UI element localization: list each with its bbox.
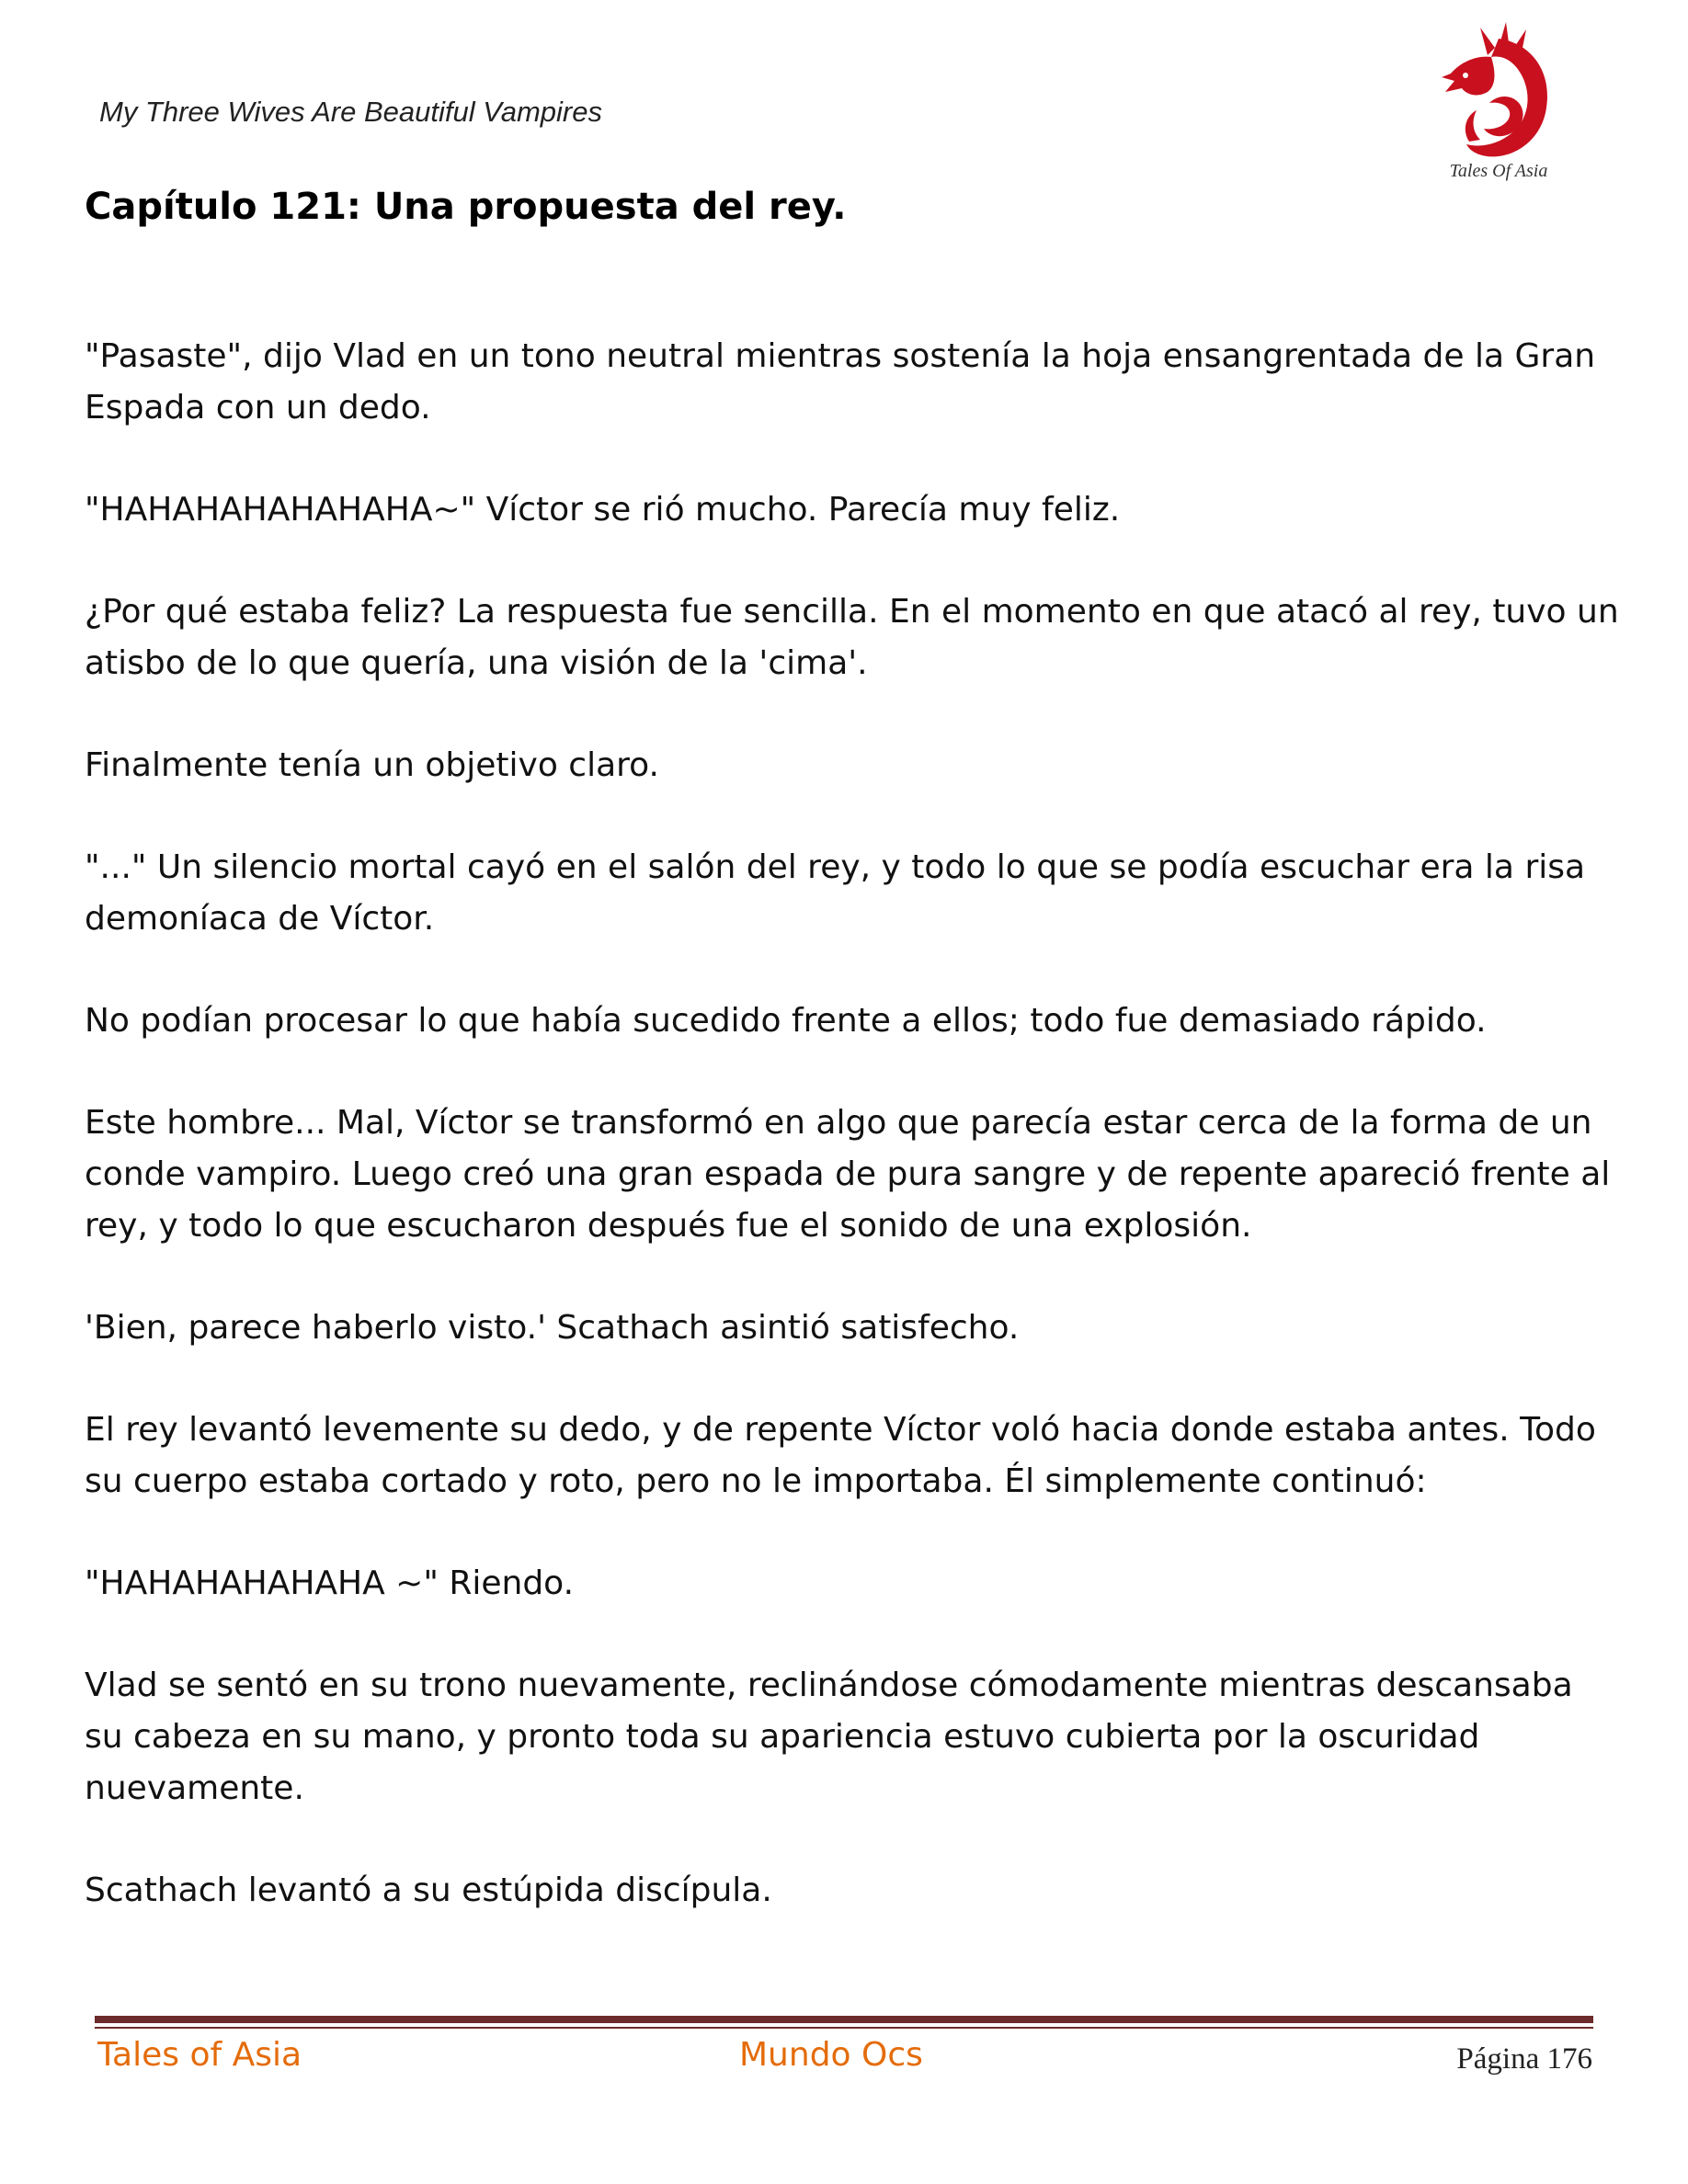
footer-site: Mundo Ocs — [739, 2036, 923, 2074]
paragraph: ¿Por qué estaba feliz? La respuesta fue sencilla. En el momento en que atacó al rey, tuvo un atisbo de lo que quería, una visión de la 'cima'. — [85, 593, 1619, 682]
paragraph: No podían procesar lo que había sucedido frente a ellos; todo fue demasiado rápido. — [85, 1002, 1487, 1040]
paragraph: "..." Un silencio mortal cayó en el salón del rey, y todo lo que se podía escuchar era la risa demoníaca de Víctor. — [85, 848, 1586, 938]
paragraph: Este hombre... Mal, Víctor se transformó en algo que parecía estar cerca de la forma de un conde vampiro. Luego creó una gran espada de pura sangre y de repente apareció frente al rey, y todo lo que escucharon después fue el sonido de una explosión. — [85, 1104, 1611, 1245]
paragraph: 'Bien, parece haberlo visto.' Scathach asintió satisfecho. — [85, 1309, 1020, 1347]
chapter-title: Capítulo 121: Una propuesta del rey. — [85, 186, 847, 228]
footer-publisher: Tales of Asia — [97, 2036, 302, 2074]
chapter-body — [85, 331, 1620, 1967]
page-number: Página 176 — [1456, 2042, 1592, 2076]
paragraph: Vlad se sentó en su trono nuevamente, reclinándose cómodamente mientras descansaba su cabeza en su mano, y pronto toda su apariencia estuvo cubierta por la oscuridad nuevamente. — [85, 1666, 1573, 1807]
paragraph: "Pasaste", dijo Vlad en un tono neutral mientras sostenía la hoja ensangrentada de la Gran Espada con un dedo. — [85, 337, 1596, 427]
paragraph: Scathach levantó a su estúpida discípula. — [85, 1871, 772, 1909]
footer-divider — [95, 2016, 1593, 2023]
tales-of-asia-logo — [1434, 20, 1563, 182]
footer-divider-thin — [95, 2027, 1593, 2029]
paragraph: "HAHAHAHAHAHA ~" Riendo. — [85, 1564, 575, 1602]
paragraph: "HAHAHAHAHAHAHA~" Víctor se rió mucho. Parecía muy feliz. — [85, 491, 1121, 529]
paragraph: El rey levantó levemente su dedo, y de repente Víctor voló hacia donde estaba antes. Todo su cuerpo estaba cortado y roto, pero no le importaba. Él simplemente continuó: — [85, 1411, 1596, 1500]
red-dragon-icon — [1434, 20, 1563, 182]
book-title: My Three Wives Are Beautiful Vampires — [99, 96, 602, 128]
paragraph: Finalmente tenía un objetivo claro. — [85, 746, 659, 784]
logo-text: Tales Of Asia — [1449, 161, 1548, 181]
